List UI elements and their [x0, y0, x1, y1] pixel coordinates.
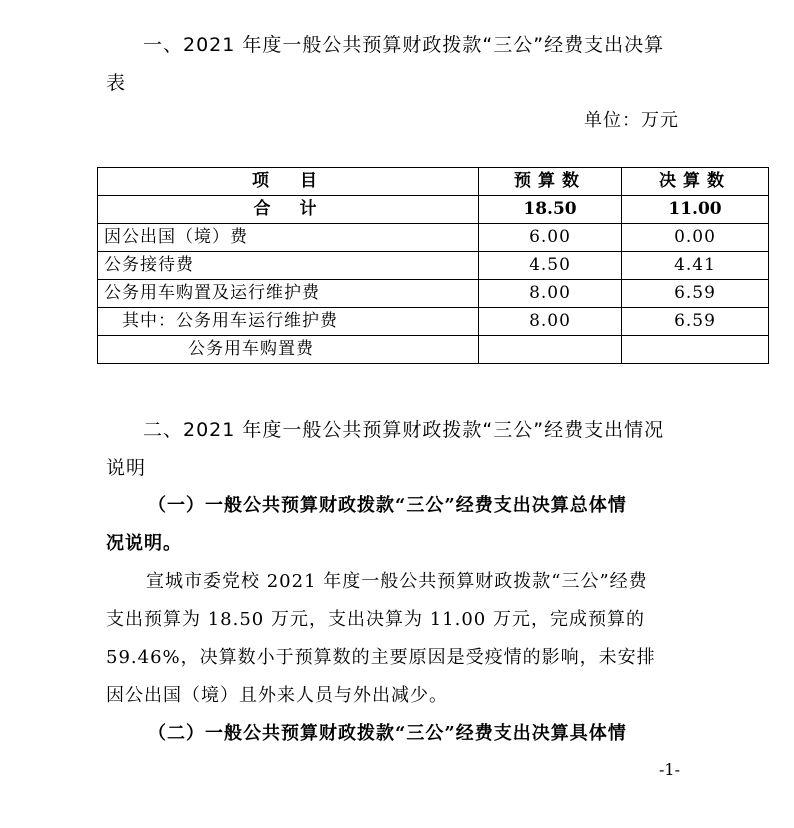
subsection1-title-line2: 况说明。 — [106, 533, 182, 554]
header-item: 项 目 — [98, 168, 479, 196]
total-final: 11.00 — [622, 196, 769, 224]
row-final: 6.59 — [622, 280, 769, 308]
row-label: 公务接待费 — [98, 252, 479, 280]
table-row — [98, 252, 769, 280]
section2-title-line2: 说明 — [106, 457, 147, 479]
page-number: -1- — [659, 760, 680, 779]
row-label: 其中：公务用车运行维护费 — [98, 308, 479, 336]
row-budget: 6.00 — [479, 224, 622, 252]
row-final: 0.00 — [622, 224, 769, 252]
table-total-row — [98, 196, 769, 224]
table-row — [98, 224, 769, 252]
total-label: 合 计 — [98, 196, 479, 224]
subsection1-title-line1: （一）一般公共预算财政拨款“三公”经费支出决算总体情 — [148, 495, 627, 516]
row-final: 4.41 — [622, 252, 769, 280]
row-budget: 8.00 — [479, 280, 622, 308]
header-final: 决算数 — [622, 168, 769, 196]
section2-title-line1: 二、2021 年度一般公共预算财政拨款“三公”经费支出情况 — [143, 419, 665, 441]
table-row — [98, 336, 769, 364]
unit-label: 单位：万元 — [584, 110, 679, 131]
row-label: 因公出国（境）费 — [98, 224, 479, 252]
section1-title-line2: 表 — [106, 72, 127, 94]
row-final — [622, 336, 769, 364]
total-budget: 18.50 — [479, 196, 622, 224]
row-budget: 8.00 — [479, 308, 622, 336]
body-line: 因公出国（境）且外来人员与外出减少。 — [106, 685, 448, 706]
body-line: 59.46%，决算数小于预算数的主要原因是受疫情的影响，未安排 — [106, 647, 656, 668]
header-budget: 预算数 — [479, 168, 622, 196]
row-budget — [479, 336, 622, 364]
row-final: 6.59 — [622, 308, 769, 336]
table-header-row — [98, 168, 769, 196]
row-budget: 4.50 — [479, 252, 622, 280]
body-line: 宣城市委党校 2021 年度一般公共预算财政拨款“三公”经费 — [146, 571, 648, 592]
table-row — [98, 308, 769, 336]
row-label: 公务用车购置及运行维护费 — [98, 280, 479, 308]
body-line: 支出预算为 18.50 万元，支出决算为 11.00 万元，完成预算的 — [106, 609, 645, 630]
three-public-expense-table — [97, 167, 769, 364]
row-label: 公务用车购置费 — [98, 336, 479, 364]
section1-title-line1: 一、2021 年度一般公共预算财政拨款“三公”经费支出决算 — [143, 34, 665, 56]
table-row — [98, 280, 769, 308]
subsection2-title-line1: （二）一般公共预算财政拨款“三公”经费支出决算具体情 — [148, 723, 627, 744]
